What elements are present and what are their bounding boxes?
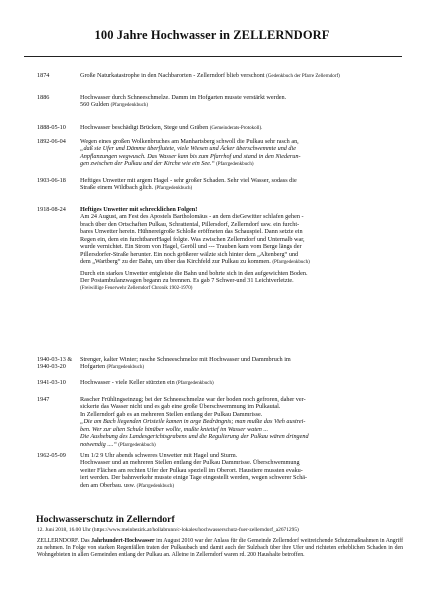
entry-line: Pillersdorfer-Straße herunter. Ein noch größerer wälzte sich hinter dem „Altenberg“ und	[80, 250, 299, 258]
entry-date: 1962-05-09	[37, 452, 66, 459]
entry-source: (Pfarrgedenkbuch)	[272, 260, 310, 266]
entry-line: Hofgarten (Pfarrgedenkbuch)	[80, 363, 145, 371]
entry-quote-line: Die Aushebung des Landesgerichtsgrabens und die Regulierung der Pulkau wären dringend	[80, 433, 309, 441]
entry-heading: Heftiges Unwetter mit schrecklichen Folgen!	[80, 206, 198, 213]
entry-line: Regen ein, dem ein furchtbarerHagel folgte. Was zwischen Zellerndorf und Unternalb war,	[80, 235, 305, 243]
entry-source: (Pfarrgedenkbuch)	[154, 186, 193, 192]
entry-text	[80, 94, 400, 110]
entry-line: Hochwasser beschädigt Brücken, Stege und Gräben (Gemeinderats-Protokoll).	[80, 124, 263, 131]
entry-text	[80, 124, 400, 132]
entry-quote-line: notwendig ....“ (Pfarrgedenkbuch)	[80, 440, 156, 448]
entry-line: Am 24 August, am Fest des Apostels Bartholomäus - an dem dieGewitter schlafen gehen -	[80, 213, 304, 221]
entry-line: Strenger, kalter Winter; rasche Schneeschmelze mit Hochwasser und Dammbruch im	[80, 356, 291, 363]
entry-line: Heftiges Unwetter mit argem Hagel - sehr großer Schaden. Sehr viel Wasser, sodass die	[80, 177, 297, 184]
entry-line: brach über den Ortschaften Pulkau, Schrattental, Pillersdorf, Zellerndorf usw. ein furcht-	[80, 220, 300, 228]
entry-text	[80, 356, 400, 372]
section-title: Hochwasserschutz in Zellerndorf	[36, 514, 175, 525]
section-body-lead: ZELLERNDORF. Das	[37, 538, 92, 544]
entry-line: 560 Gulden (Pfarrgedenkbuch)	[80, 101, 148, 109]
entry-source: (Pfarrgedenkbuch)	[214, 162, 254, 168]
entry-quote-line: ben. Wer zur alten Schule hinüber wollte, mußte knietief im Wasser waten ...	[80, 425, 269, 433]
entry-date: 1947	[37, 396, 50, 403]
entry-line: Hochwasser und an mehreren Stellen entlang der Pulkau Dammrisse. Überschwemmung	[80, 459, 300, 467]
section-body-bold: Jahrhundert-Hochwasser	[91, 538, 155, 544]
entry-line: Hochwasser - viele Keller stürzten ein (Pfarrgedenkbuch)	[80, 379, 214, 386]
page-title: 100 Jahre Hochwasser in ZELLERNDORF	[94, 28, 330, 42]
entry-text	[80, 177, 400, 193]
entry-line: weiter Flächen am rechten Ufer der Pulkau speziell im Oberort. Haustiere mussten evaku-	[80, 466, 303, 474]
entry-text	[80, 396, 400, 449]
entry-line: Große Naturkatastrophe in den Nachbarorten - Zellerndorf blieb verschont (Gedenkbuch der Pfarre Zellerndorf)	[80, 72, 340, 79]
entry-line: In Zellerndorf gab es an mehreren Stellen entlang der Pulkau Dammrisse.	[80, 410, 263, 418]
entry-line: Wegen eines großen Wolkenbruches am Manhartsberg schwoll die Pulkau sehr rasch an,	[80, 138, 299, 145]
entry-quote-line: „daß sie Ufer und Dämme überflutete, viele Wiesen und Äcker überschwemmte und die	[80, 145, 296, 153]
entry-date: 1940-03-13 &	[37, 356, 73, 363]
entry-text	[80, 72, 400, 80]
entry-date: 1874	[37, 72, 50, 79]
entry-source: (Pfarrgedenkbuch)	[106, 365, 145, 371]
section-body	[37, 538, 403, 559]
entry-date-secondary: 1940-03-20	[37, 363, 66, 371]
entry-source: (Gedenkbuch der Pfarre Zellerndorf)	[266, 74, 340, 79]
entry-line: Rascher Frühlingseinzug; bei der Schneeschmelze war der boden noch gefroren, daher ver-	[80, 396, 306, 403]
entry-source: (Gemeinderats-Protokoll).	[209, 126, 263, 131]
entry-source: (Pfarrgedenkbuch)	[176, 381, 214, 386]
entry-quote-line: Anpflanzungen wegwusch. Das Wasser kam bis zum Pfarrhof und stand in den Niederun-	[80, 152, 301, 160]
entry-line: wurde vernichtet. Ein Strom von Hagel, Geröll und --- Trauben kam vom Berge längs der	[80, 243, 302, 251]
entry-date: 1941-03-10	[37, 379, 66, 386]
entry-line: bares Unwetter herein. Hühnereigroße Schloße eröffneten das Schauspiel. Dann setzte ein	[80, 228, 303, 236]
title-divider	[24, 56, 402, 57]
entry-quote-line: gen zwischen der Pulkau und der Kirche wie ein See.“ (Pfarrgedenkbuch)	[80, 160, 254, 168]
entry-line: iert werden. Der bahnverkehr musste einige Tage eingestellt werden, wegen schwerer Schä-	[80, 474, 308, 482]
entry-date: 1888-05-10	[37, 124, 66, 131]
entry-text	[80, 138, 400, 169]
entry-date: 1918-08-24	[37, 206, 66, 213]
entry-text	[80, 452, 400, 490]
entry-text	[80, 206, 400, 292]
entry-line: dem „Wartberg“ zu der Bahn, um über das Kirchfeld zur Pulkau zu kommen. (Pfarrgedenkbuch)	[80, 258, 310, 266]
entry-date: 1886	[37, 94, 50, 101]
entry-date: 1903-06-18	[37, 177, 66, 184]
entry-quote-line: „Die am Bach liegenden Ortsteile kamen in arge Bedrängnis; man mußte das Vieh austrei-	[80, 418, 306, 426]
entry-source: (Pfarrgedenkbuch)	[116, 442, 156, 448]
entry-line: Hochwasser durch Schneeschmelze. Damm im Hofgarten musste verstärkt werden.	[80, 94, 287, 101]
entry-text	[80, 379, 400, 387]
entry-source: (Pfarrgedenkbuch)	[110, 103, 148, 109]
entry-extra-line: Durch ein starkes Unwetter entgleiste die Bahn und bohrte sich in den aufgewichten Boden.	[80, 269, 308, 277]
section-meta: 12. Juni 2018, 16.00 Uhr (https://www.meinbezirk.at/hollabrunn/c-lokales/hochwasserschutz-fuer-zellerndorf_a2671295)	[37, 527, 299, 533]
entry-source: (Pfarrgedenkbuch)	[136, 483, 175, 489]
entry-line: den am Oberbau. usw. (Pfarrgedenkbuch)	[80, 481, 175, 489]
entry-line: sickerte das Wasser nicht und es gab eine große Überschwemmung im Pulkautal.	[80, 403, 281, 411]
entry-line: Straße einem Wildbach glich. (Pfarrgedenkbuch)	[80, 184, 193, 192]
entry-extra-source: (Freiwillige Feuerwehr Zellerndorf Chronik 1902-1970)	[80, 285, 193, 291]
section-body-rest: im August 2010 war der Anlass für die Gemeinde Zellerndorf weitreichende Schutzmaßnahmen in Angriff zu nehmen. In Folge von starken Regenfällen traten der Pulkaubach und damit auch der Sulzbach über ihre Ufer und richteten erheblichen Schaden in den Wohngebieten in allen Gemeinden entlang der Pulkau an. Alleine in Zellerndorf waren rd. 200 Haushalte betroffen.	[37, 538, 403, 558]
entry-extra-line: Der Postambulanzwagen begann zu brennen. Es gab 7 Schwer-und 31 Leichtverletzte.	[80, 277, 294, 285]
entry-date: 1892-06-04	[37, 138, 66, 145]
entry-line: Um 1/2 9 Uhr abends schweres Unwetter mit Hagel und Sturm.	[80, 452, 238, 459]
